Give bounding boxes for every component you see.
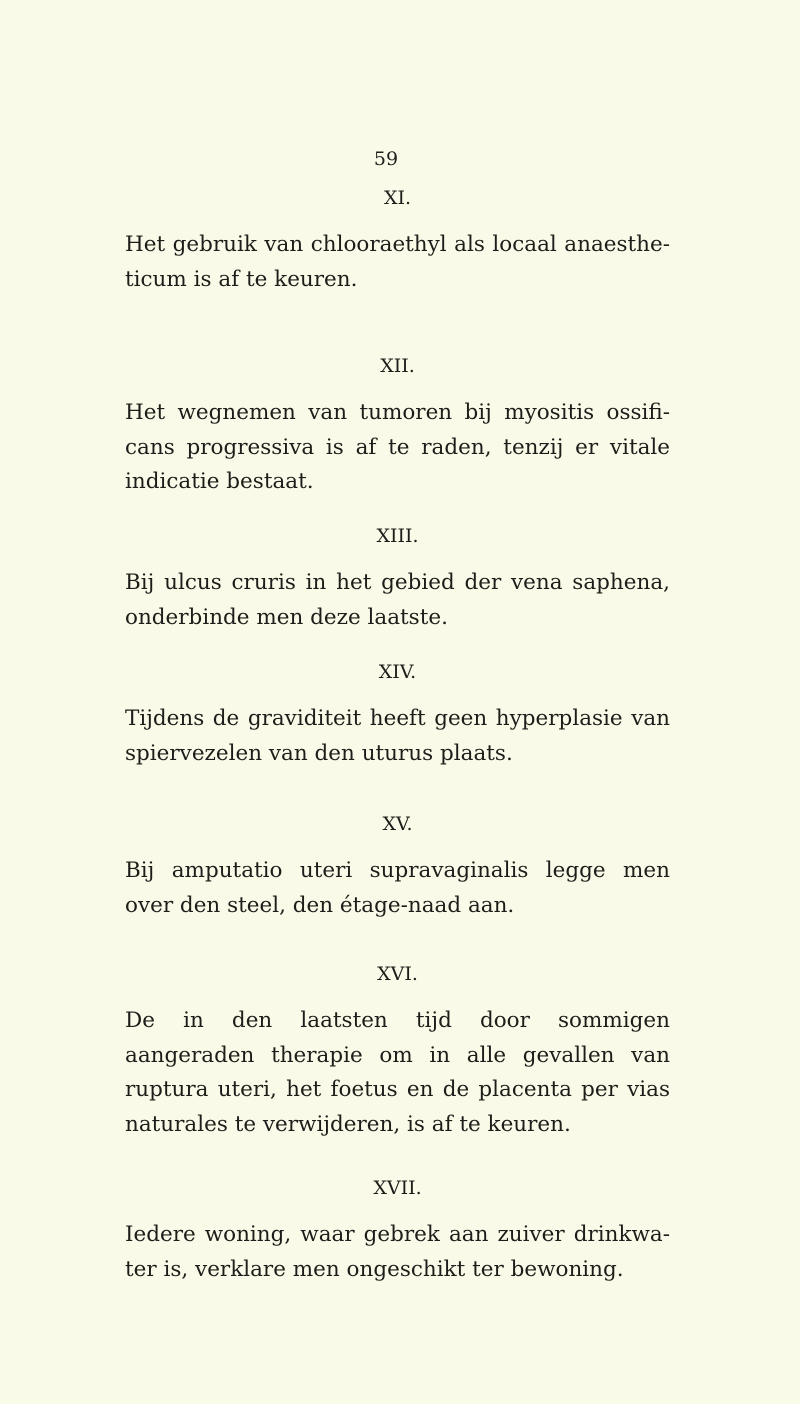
page-number: 59: [373, 148, 399, 170]
thesis-numeral: XII.: [380, 355, 415, 377]
thesis-13: [125, 524, 670, 635]
thesis-text: Iedere woning, waar gebrek aan zuiver drinkwa-ter is, verklare men ongeschikt ter bewoning.: [125, 1222, 670, 1282]
thesis-numeral: XIV.: [378, 661, 417, 683]
thesis-text: Bij amputatio uteri supravaginalis legge men over den steel, den étage-naad aan.: [125, 858, 670, 918]
thesis-numeral: XI.: [383, 187, 412, 209]
thesis-text: De in den laatsten tijd door sommigen aangeraden therapie om in alle gevallen van ruptura uteri, het foetus en de placenta per vias naturales te verwijderen, is af te keuren.: [125, 1008, 670, 1137]
thesis-numeral: XVI.: [377, 963, 418, 985]
thesis-15: [125, 812, 670, 923]
thesis-numeral: XVII.: [373, 1177, 422, 1199]
thesis-numeral: XIII.: [376, 525, 419, 547]
thesis-text: Het gebruik van chlooraethyl als locaal anaesthe-ticum is af te keuren.: [125, 232, 670, 292]
thesis-numeral: XV.: [382, 813, 413, 835]
thesis-text: Bij ulcus cruris in het gebied der vena saphena, onderbinde men deze laatste.: [125, 570, 670, 630]
thesis-14: [125, 660, 670, 771]
thesis-text: Het wegnemen van tumoren bij myositis ossifi-cans progressiva is af te raden, tenzij er vitale indicatie bestaat.: [125, 400, 670, 494]
thesis-12: [125, 354, 670, 500]
thesis-17: [125, 1176, 670, 1287]
thesis-text: Tijdens de graviditeit heeft geen hyperplasie van spiervezelen van den uturus plaats.: [125, 706, 670, 766]
thesis-16: [125, 962, 670, 1142]
thesis-11: [125, 186, 670, 297]
